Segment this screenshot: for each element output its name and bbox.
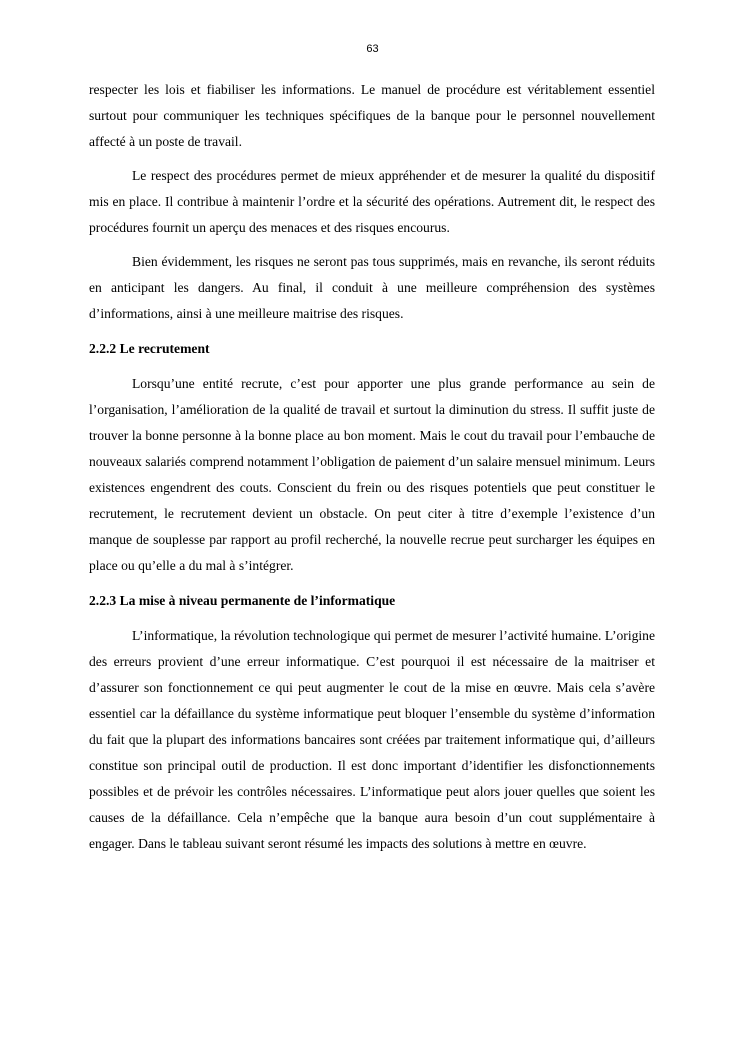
section-heading-recrutement: 2.2.2 Le recrutement bbox=[89, 341, 210, 356]
paragraph-recrutement: Lorsqu’une entité recrute, c’est pour apporter une plus grande performance au sein de l’organisation, l’amélioration de la qualité de travail et surtout la diminution du stress. Il suffit juste de trouver la bonne personne à la bonne place au bon moment. Mais le cout du travail pour l’embauche de nouveaux salariés comprend notamment l’obligation de paiement d’un salaire mensuel minimum. Leurs existences engendrent des couts. Conscient du frein ou des risques potentiels que peut constituer le recrutement, le recrutement devient un obstacle. On peut citer à titre d’exemple l’existence d’un manque de souplesse par rapport au profil recherché, la nouvelle recrue peut surcharger les équipes en place ou qu’elle a du mal à s’intégrer. bbox=[89, 376, 655, 573]
paragraph-procedure-manual: respecter les lois et fiabiliser les informations. Le manuel de procédure est véritablement essentiel surtout pour communiquer les techniques spécifiques de la banque pour le personnel nouvellement affecté à un poste de travail. bbox=[89, 82, 655, 149]
paragraph-risks-reduced: Bien évidemment, les risques ne seront pas tous supprimés, mais en revanche, ils seront réduits en anticipant les dangers. Au final, il conduit à une meilleure compréhension des systèmes d’informations, ainsi à une meilleure maitrise des risques. bbox=[89, 254, 655, 321]
paragraph-respect-procedures: Le respect des procédures permet de mieux appréhender et de mesurer la qualité du dispositif mis en place. Il contribue à maintenir l’ordre et la sécurité des opérations. Autrement dit, le respect des procédures fournit un aperçu des menaces et des risques encourus. bbox=[89, 168, 655, 235]
page-number: 63 bbox=[366, 43, 379, 55]
page-body bbox=[89, 77, 655, 857]
section-heading-informatique: 2.2.3 La mise à niveau permanente de l’informatique bbox=[89, 593, 396, 608]
paragraph-informatique: L’informatique, la révolution technologique qui permet de mesurer l’activité humaine. L’origine des erreurs provient d’une erreur informatique. C’est pourquoi il est nécessaire de la maitriser et d’assurer son fonctionnement ce qui peut augmenter le cout de la mise en œuvre. Mais cela s’avère essentiel car la défaillance du système informatique peut bloquer l’ensemble du système d’information du fait que la plupart des informations bancaires sont créées par traitement informatique qui, d’ailleurs constitue son principal outil de production. Il est donc important d’identifier les disfonctionnements possibles et de prévoir les contrôles nécessaires. L’informatique peut alors jouer quelles que soient les causes de la défaillance. Cela n’empêche que la banque aura besoin d’un cout supplémentaire à engager. Dans le tableau suivant seront résumé les impacts des solutions à mettre en œuvre. bbox=[89, 628, 655, 851]
